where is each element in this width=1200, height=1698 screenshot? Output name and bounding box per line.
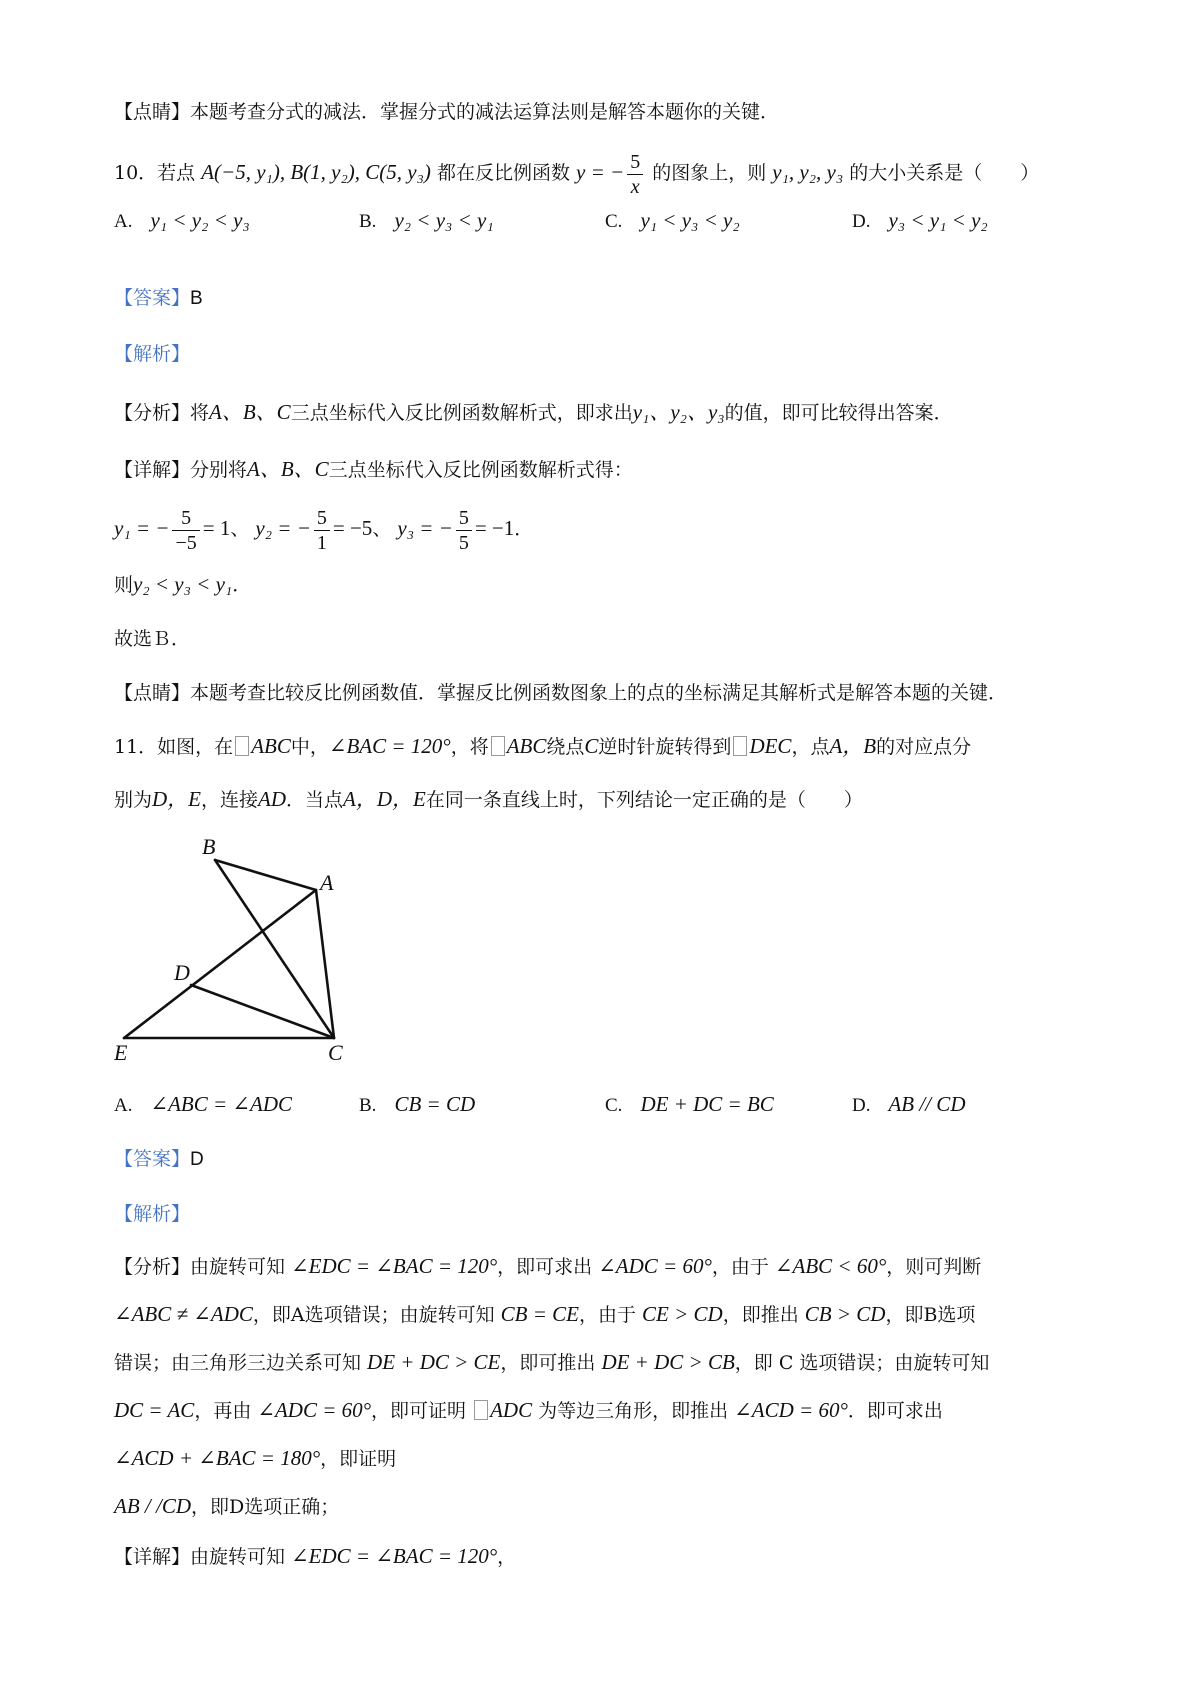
math-expression: ∠ACD + ∠BAC = 180° [114, 1446, 321, 1470]
fenxi-text-c: 的值，即可比较得出答案． [724, 402, 953, 424]
answer-tag: 【答案】 [114, 287, 191, 309]
analysis-text: ，再由 [194, 1400, 258, 1422]
segment-dc [191, 985, 334, 1038]
option-label: B. [359, 1095, 377, 1116]
q10-then [114, 570, 1110, 599]
option-text: CB = CD [394, 1092, 476, 1116]
analysis-text: ，即可推出 [500, 1352, 602, 1374]
segment-ae [124, 890, 316, 1038]
calc-num: 5 [456, 506, 472, 531]
calc-den: −5 [175, 531, 197, 554]
calc-y2 [255, 506, 392, 554]
calc-rhs: = −5 [332, 516, 373, 540]
math-expression: ∠ACD = 60° [734, 1398, 848, 1422]
q11-point: A，B [829, 734, 877, 758]
triangle-symbol-icon [235, 736, 249, 756]
analysis-text: 错误；由三角形三边关系可知 [114, 1352, 368, 1374]
math-expression: DE + DC > CE [367, 1350, 501, 1374]
math-expression: ∠ABC < 60° [774, 1254, 887, 1278]
triangle-symbol-icon [491, 736, 505, 756]
q10-choose: 故选Ｂ． [114, 628, 191, 650]
q11-tri: ABC [506, 734, 547, 758]
q11-analysis-line-6 [114, 1492, 1110, 1521]
math-expression: AB / /CD [114, 1494, 191, 1518]
math-expression: ∠EDC = ∠BAC = 120° [291, 1544, 498, 1568]
option-label: C. [605, 1095, 623, 1116]
calc-rhs: = −1 [474, 516, 515, 540]
q11-analysis-line-3 [114, 1348, 1110, 1377]
q10-func-den: x [630, 175, 640, 198]
option-text: y₃ < y₁ < y₂ [888, 208, 988, 232]
calc-lhs: y₃ = − [397, 516, 453, 540]
q10-stem-a: 10．若点 [114, 162, 196, 184]
q10-stem-d: 的大小关系是（ ） [849, 162, 1040, 184]
option-text: ∠ABC = ∠ADC [150, 1092, 293, 1116]
calc-rhs: = 1 [202, 516, 231, 540]
q10-xiangjie [114, 455, 1110, 484]
q10-option-c[interactable] [605, 208, 740, 233]
math-expression: ∠ADC = 60° [598, 1254, 712, 1278]
q11-text: ，点 [791, 736, 830, 758]
calc-sep: ． [514, 518, 534, 540]
math-expression: CE > CD [642, 1302, 723, 1326]
analysis-text: 为等边三角形，即推出 [532, 1400, 735, 1422]
analysis-text: ．即可求出 [847, 1400, 943, 1422]
q11-option-b[interactable] [359, 1092, 475, 1117]
analysis-text: ，即D选项正确； [191, 1496, 340, 1518]
fenxi-tag: 【分析】 [114, 402, 191, 424]
fenxi-text-b: 三点坐标代入反比例函数解析式，即求出 [290, 402, 633, 424]
then-text: 则 [114, 574, 134, 596]
section-tag: 【详解】 [114, 1546, 191, 1568]
math-expression: ∠EDC = ∠BAC = 120° [291, 1254, 498, 1278]
option-text: DE + DC = BC [640, 1092, 774, 1116]
calc-y1 [114, 506, 250, 554]
question-10-stem [114, 148, 1110, 196]
segment-ba [215, 860, 316, 890]
analysis-text: ，由于 [579, 1304, 643, 1326]
analysis-text: ， [497, 1546, 517, 1568]
segment-bc [215, 860, 334, 1038]
q10-func-fraction [627, 150, 643, 199]
q11-text: 别为 [114, 789, 153, 811]
option-text: y₁ < y₃ < y₂ [640, 208, 740, 232]
math-expression: CB = CE [500, 1302, 579, 1326]
calc-lhs: y₂ = − [255, 516, 311, 540]
math-expression: DC = AC [114, 1398, 195, 1422]
xiangjie-tag: 【详解】 [114, 459, 191, 481]
label-b: B [202, 834, 216, 859]
q11-text: 中， [290, 736, 329, 758]
analysis-text: ，由于 [711, 1256, 775, 1278]
q11-segment: AD [258, 787, 287, 811]
q11-analysis-line-2 [114, 1300, 1110, 1329]
q10-option-d[interactable] [852, 208, 988, 233]
calc-den: 1 [316, 531, 327, 554]
q11-text: 逆时针旋转得到 [598, 736, 732, 758]
q11-tri: DEC [749, 734, 792, 758]
fenxi-text-a: 将 [190, 402, 210, 424]
q10-fenxi [114, 398, 1110, 427]
option-label: A. [114, 211, 133, 232]
analysis-text: ，则可判断 [886, 1256, 982, 1278]
fenxi-vars: y₁、y₂、y₃ [632, 400, 725, 424]
q11-text: 11．如图，在 [114, 736, 234, 758]
option-label: D. [852, 211, 871, 232]
xiangjie-text-a: 分别将 [190, 459, 248, 481]
q11-text: ．当点 [286, 789, 344, 811]
q10-points: A(−5, y₁), B(1, y₂), C(5, y₃) [201, 160, 431, 184]
fenxi-points: A、B、C [209, 400, 291, 424]
analysis-text: ，即可证明 [371, 1400, 473, 1422]
answer-value: B [190, 288, 203, 309]
q11-point: A，D，E [343, 787, 426, 811]
calc-fraction [456, 506, 472, 555]
calc-sep: 、 [372, 518, 392, 540]
option-label: B. [359, 211, 377, 232]
answer-tag: 【答案】 [114, 1148, 191, 1170]
option-text: AB // CD [888, 1092, 966, 1116]
option-label: D. [852, 1095, 871, 1116]
math-expression: ∠ABC ≠ ∠ADC [114, 1302, 253, 1326]
q11-tri: ABC [251, 734, 291, 758]
q11-geometry-figure [114, 830, 364, 1062]
question-11-stem-line2 [114, 785, 1110, 814]
q11-text: ，将 [450, 736, 489, 758]
q11-text: 的对应点分 [876, 736, 972, 758]
then-end: ． [232, 574, 252, 596]
calc-lhs: y₁ = − [114, 516, 170, 540]
calc-den: 5 [458, 531, 469, 554]
label-d: D [174, 960, 190, 985]
q11-option-c[interactable] [605, 1092, 774, 1117]
section-tag: 【分析】 [114, 1256, 191, 1278]
analysis-text: ，即A选项错误；由旋转可知 [252, 1304, 501, 1326]
math-expression: ADC [490, 1398, 533, 1422]
q11-option-a[interactable] [114, 1092, 292, 1117]
calc-num: 5 [172, 506, 199, 531]
option-text: y₂ < y₃ < y₁ [394, 208, 494, 232]
triangle-symbol-icon [474, 1400, 488, 1420]
q11-text: 在同一条直线上时，下列结论一定正确的是（ ） [425, 789, 863, 811]
option-label: A. [114, 1095, 133, 1116]
q11-text: ，连接 [201, 789, 259, 811]
analysis-text: 由旋转可知 [190, 1546, 292, 1568]
analysis-text: ，即可求出 [497, 1256, 599, 1278]
answer-value: D [190, 1149, 204, 1170]
q10-option-a[interactable] [114, 208, 250, 233]
q11-point: C [584, 734, 599, 758]
q11-analysis-tag: 【解析】 [114, 1203, 191, 1225]
q11-analysis-line-1 [114, 1252, 1110, 1281]
q11-angle: ∠BAC = 120° [328, 734, 451, 758]
q10-stem-b: 都在反比例函数 [436, 162, 570, 184]
q10-option-b[interactable] [359, 208, 494, 233]
q10-answer [114, 284, 1110, 313]
label-e: E [114, 1040, 128, 1062]
q10-stem-c: 的图象上，则 [652, 162, 767, 184]
label-a: A [320, 870, 334, 895]
calc-fraction [172, 506, 199, 555]
label-c: C [328, 1040, 343, 1062]
xiangjie-points: A、B、C [247, 457, 329, 481]
math-expression: CB > CD [804, 1302, 886, 1326]
q11-option-d[interactable] [852, 1092, 965, 1117]
q10-analysis-tag: 【解析】 [114, 343, 191, 365]
analysis-text: 由旋转可知 [190, 1256, 292, 1278]
calc-num: 5 [314, 506, 330, 531]
q11-point: D，E [152, 787, 202, 811]
q11-analysis-line-4 [114, 1396, 1110, 1425]
xiangjie-text-b: 三点坐标代入反比例函数解析式得： [328, 459, 633, 481]
q11-analysis-line-5 [114, 1444, 1110, 1473]
analysis-text: ，即B选项 [885, 1304, 976, 1326]
calc-sep: 、 [230, 518, 250, 540]
triangle-symbol-icon [733, 736, 747, 756]
math-expression: ∠ADC = 60° [257, 1398, 372, 1422]
previous-comment: 【点睛】本题考查分式的减法．掌握分式的减法运算法则是解答本题你的关键． [114, 101, 780, 123]
q11-detail-line [114, 1542, 1110, 1571]
q11-text: 绕点 [546, 736, 585, 758]
calc-fraction [314, 506, 330, 555]
q11-answer [114, 1145, 1110, 1174]
q10-calculation [114, 498, 1110, 558]
calc-y3 [397, 506, 534, 554]
option-label: C. [605, 211, 623, 232]
analysis-text: ，即推出 [722, 1304, 805, 1326]
q10-func-num: 5 [627, 150, 643, 175]
analysis-text: ，即 C 选项错误；由旋转可知 [734, 1352, 990, 1374]
analysis-text: ，即证明 [320, 1448, 397, 1470]
q10-comment: 【点睛】本题考查比较反比例函数值．掌握反比例函数图象上的点的坐标满足其解析式是解答本题的关键． [114, 682, 1008, 704]
q10-vars: y₁, y₂, y₃ [772, 160, 844, 184]
question-11-stem-line1 [114, 732, 1110, 761]
q10-func-lhs: y = − [576, 160, 625, 184]
math-expression: DE + DC > CB [601, 1350, 735, 1374]
option-text: y₁ < y₂ < y₃ [150, 208, 250, 232]
then-expr: y₂ < y₃ < y₁ [133, 572, 233, 596]
